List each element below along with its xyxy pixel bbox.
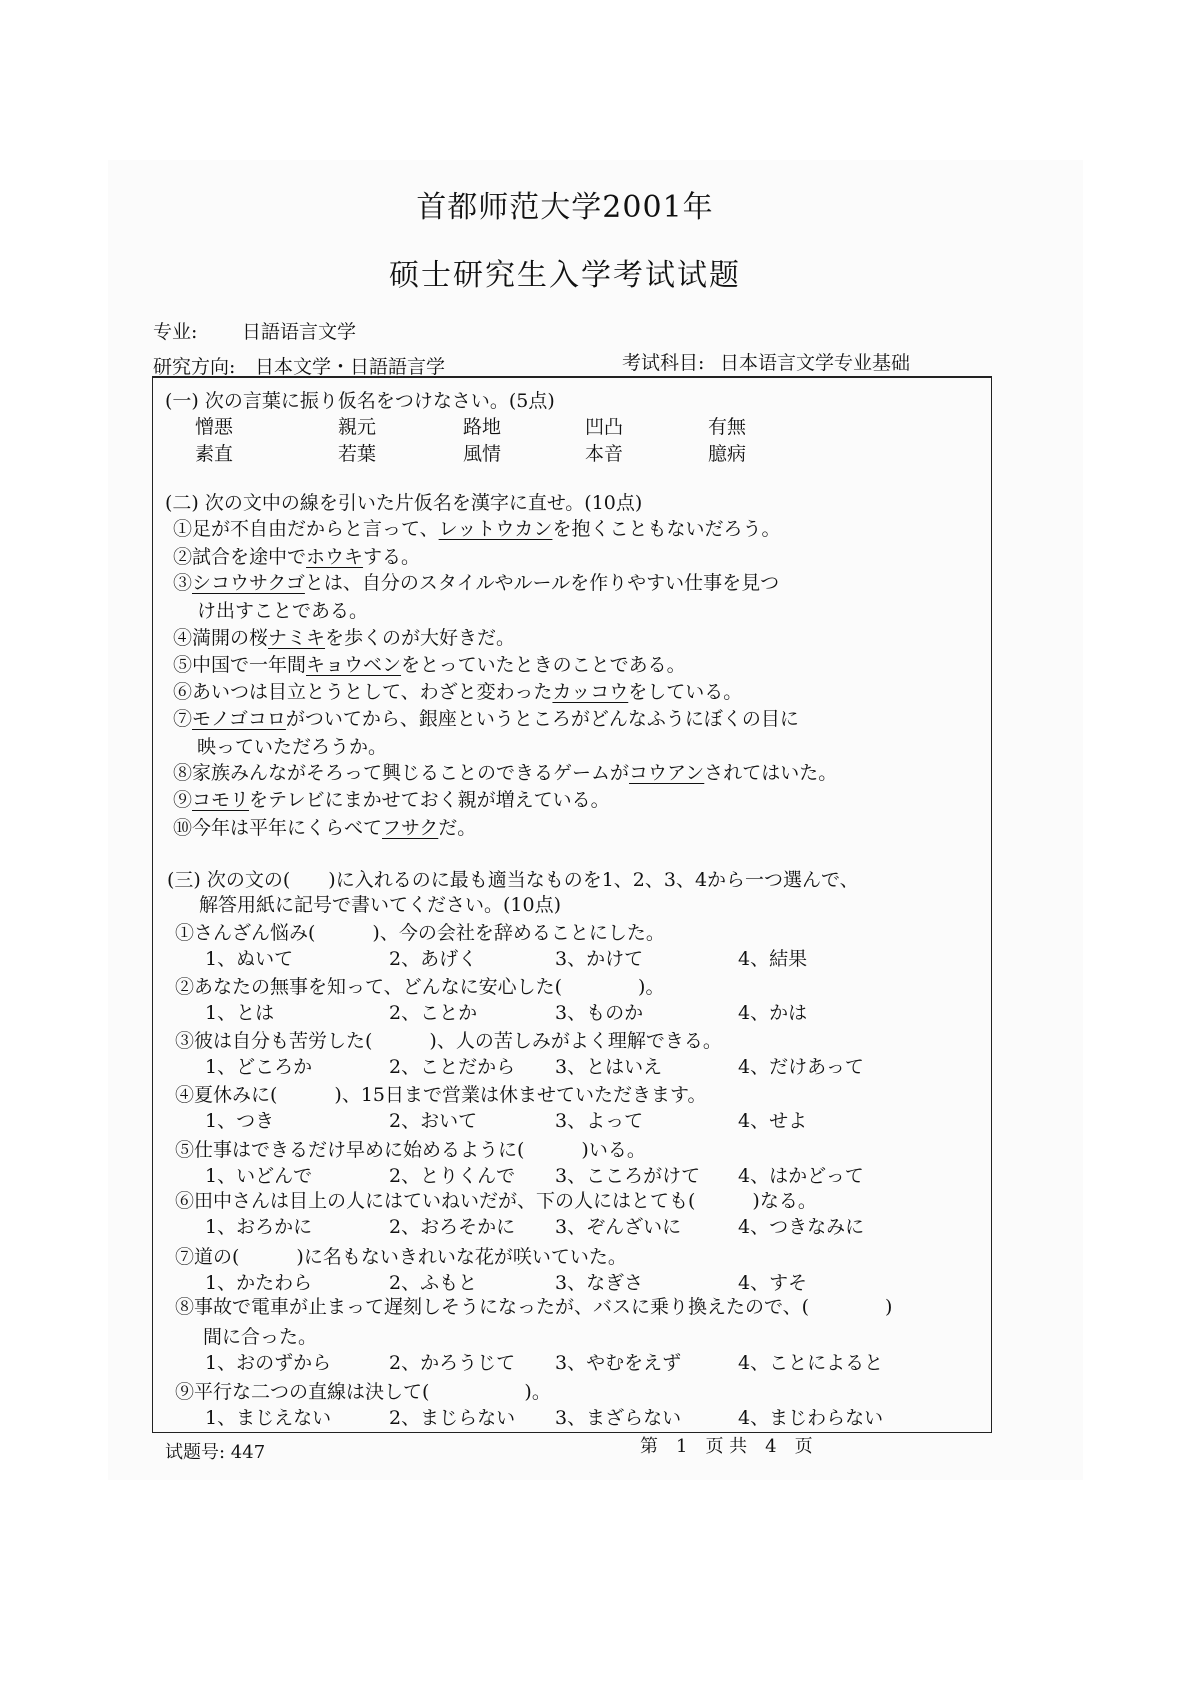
underlined-katakana: シコウサクゴ xyxy=(192,572,305,594)
answer-option: 2、あげく xyxy=(389,948,478,970)
question-text: ⑨平行な二つの直線は決して( )。 xyxy=(175,1381,551,1403)
sentence-item xyxy=(173,813,476,840)
answer-option: 2、かろうじて xyxy=(389,1352,516,1374)
sentence-text: ③ xyxy=(173,572,193,594)
subject-label: 考试科目: xyxy=(622,352,705,374)
direction-value: 日本文学・日語語言学 xyxy=(255,356,446,378)
sentence-item xyxy=(173,704,799,731)
sentence-text: をテレビにまかせておく親が増えている。 xyxy=(249,789,610,811)
sentence-text: を歩くのが大好きだ。 xyxy=(325,627,516,649)
answer-option: 3、やむをえず xyxy=(555,1352,682,1374)
sentence-text: ⑥あいつは目立とうとして、わざと変わった xyxy=(173,681,553,703)
vocab-word: 風情 xyxy=(463,443,502,465)
sentence-item xyxy=(173,623,515,650)
sentence-item xyxy=(173,785,610,812)
answer-option: 1、まじえない xyxy=(205,1407,332,1429)
vocab-word: 有無 xyxy=(708,416,747,438)
answer-option: 3、よって xyxy=(555,1110,644,1132)
answer-option: 4、はかどって xyxy=(738,1165,864,1187)
sentence-item xyxy=(173,677,742,704)
question-text: ④夏休みに( )、15日まで営業は休ませていただきます。 xyxy=(175,1084,707,1106)
answer-option: 1、つき xyxy=(205,1110,275,1132)
sentence-text: ②試合を途中で xyxy=(173,546,307,568)
answer-option: 2、まじらない xyxy=(389,1407,516,1429)
sentence-text: ①足が不自由だからと言って、 xyxy=(173,518,439,540)
sentence-text: を抱くこともないだろう。 xyxy=(552,518,781,540)
answer-option: 3、ものか xyxy=(555,1002,644,1024)
exam-question-box xyxy=(152,376,992,1433)
section2-heading: (二) 次の文中の線を引いた片仮名を漢字に直せ。(10点) xyxy=(165,492,643,514)
vocab-word: 臆病 xyxy=(708,443,747,465)
answer-option: 3、とはいえ xyxy=(555,1056,663,1078)
vocab-word: 憎悪 xyxy=(195,416,234,438)
sentence-text: ④満開の桜 xyxy=(173,627,269,649)
underlined-katakana: コウアン xyxy=(629,762,705,784)
sentence-text: だ。 xyxy=(438,817,477,839)
answer-option: 4、まじわらない xyxy=(738,1407,884,1429)
answer-option: 2、ことか xyxy=(389,1002,478,1024)
sentence-text: ⑤中国で一年間 xyxy=(173,654,307,676)
sentence-text: をとっていたときのことである。 xyxy=(401,654,686,676)
answer-option: 2、おいて xyxy=(389,1110,478,1132)
answer-option: 4、結果 xyxy=(738,948,808,970)
answer-option: 4、せよ xyxy=(738,1110,808,1132)
sentence-text: ⑦ xyxy=(173,708,193,730)
question-text: ③彼は自分も苦労した( )、人の苦しみがよく理解できる。 xyxy=(175,1030,722,1052)
exam-number: 试题号: 447 xyxy=(165,1442,266,1463)
answer-option: 2、とりくんで xyxy=(389,1165,516,1187)
underlined-katakana: フサク xyxy=(382,817,439,839)
sentence-text: をしている。 xyxy=(628,681,743,703)
answer-option: 4、すそ xyxy=(738,1272,808,1294)
answer-option: 1、おろかに xyxy=(205,1216,313,1238)
answer-option: 1、とは xyxy=(205,1002,275,1024)
answer-option: 1、おのずから xyxy=(205,1352,332,1374)
question-text: ⑥田中さんは目上の人にはていねいだが、下の人にはとても( )なる。 xyxy=(175,1190,817,1212)
underlined-katakana: モノゴコロ xyxy=(192,708,286,730)
vocab-word: 凹凸 xyxy=(585,416,624,438)
vocab-word: 路地 xyxy=(463,416,502,438)
answer-option: 2、ことだから xyxy=(389,1056,516,1078)
answer-option: 4、つきなみに xyxy=(738,1216,865,1238)
major-value: 日語语言文学 xyxy=(242,321,357,343)
section3-heading-cont: 解答用紙に記号で書いてください。(10点) xyxy=(199,894,562,916)
sentence-text: ⑨ xyxy=(173,789,193,811)
answer-option: 3、なぎさ xyxy=(555,1272,644,1294)
answer-option: 1、かたわら xyxy=(205,1272,313,1294)
answer-option: 3、こころがけて xyxy=(555,1165,701,1187)
vocab-word: 親元 xyxy=(338,416,377,438)
sentence-item xyxy=(173,542,420,569)
question-text: ⑦道の( )に名もないきれいな花が咲いていた。 xyxy=(175,1246,627,1268)
answer-option: 2、ふもと xyxy=(389,1272,478,1294)
answer-option: 4、ことによると xyxy=(738,1352,884,1374)
section1-heading: (一) 次の言葉に振り仮名をつけなさい。(5点) xyxy=(165,390,555,412)
direction-label: 研究方向: xyxy=(153,356,236,378)
answer-option: 3、まざらない xyxy=(555,1407,682,1429)
major-label: 专业: xyxy=(153,321,198,343)
subject-value: 日本语言文学专业基础 xyxy=(720,352,911,374)
answer-option: 1、ぬいて xyxy=(205,948,294,970)
answer-option: 2、おろそかに xyxy=(389,1216,516,1238)
question-text: ⑧事故で電車が止まって遅刻しそうになったが、バスに乗り換えたので、( ) xyxy=(175,1296,893,1318)
sentence-text: ⑧家族みんながそろって興じることのできるゲームが xyxy=(173,762,630,784)
underlined-katakana: レットウカン xyxy=(438,518,553,540)
answer-option: 3、かけて xyxy=(555,948,644,970)
exam-title: 硕士研究生入学考试试题 xyxy=(389,258,741,293)
vocab-word: 若葉 xyxy=(338,443,377,465)
page-info: 第 1 页 共 4 页 xyxy=(640,1436,813,1457)
sentence-text: とは、自分のスタイルやルールを作りやすい仕事を見つ xyxy=(304,572,780,594)
answer-option: 4、だけあって xyxy=(738,1056,864,1078)
sentence-text: されてはいた。 xyxy=(704,762,838,784)
answer-option: 1、いどんで xyxy=(205,1165,313,1187)
section3-heading: (三) 次の文の( )に入れるのに最も適当なものを1、2、3、4から一つ選んで、 xyxy=(167,869,859,891)
sentence-item xyxy=(173,514,780,541)
university-title: 首都师范大学2001年 xyxy=(416,190,714,225)
answer-option: 4、かは xyxy=(738,1002,808,1024)
underlined-katakana: ホウキ xyxy=(306,546,364,568)
question-text: ①さんざん悩み( )、今の会社を辞めることにした。 xyxy=(175,922,665,944)
underlined-katakana: ナミキ xyxy=(268,627,326,649)
question-continuation: 間に合った。 xyxy=(203,1326,318,1348)
sentence-item xyxy=(173,758,837,785)
sentence-item xyxy=(173,650,686,677)
underlined-katakana: カッコウ xyxy=(552,681,629,703)
sentence-continuation: け出すことである。 xyxy=(197,600,369,622)
underlined-katakana: キョウベン xyxy=(306,654,402,676)
question-text: ⑤仕事はできるだけ早めに始めるように( )いる。 xyxy=(175,1139,646,1161)
sentence-text: する。 xyxy=(363,546,421,568)
vocab-word: 素直 xyxy=(195,443,234,465)
vocab-word: 本音 xyxy=(585,443,624,465)
sentence-text: ⑩今年は平年にくらべて xyxy=(173,817,383,839)
answer-option: 1、どころか xyxy=(205,1056,313,1078)
underlined-katakana: コモリ xyxy=(192,789,250,811)
sentence-text: がついてから、銀座というところがどんなふうにぼくの目に xyxy=(285,708,799,730)
answer-option: 3、ぞんざいに xyxy=(555,1216,682,1238)
question-text: ②あなたの無事を知って、どんなに安心した( )。 xyxy=(175,976,665,998)
sentence-continuation: 映っていただろうか。 xyxy=(197,736,388,758)
sentence-item xyxy=(173,568,779,595)
